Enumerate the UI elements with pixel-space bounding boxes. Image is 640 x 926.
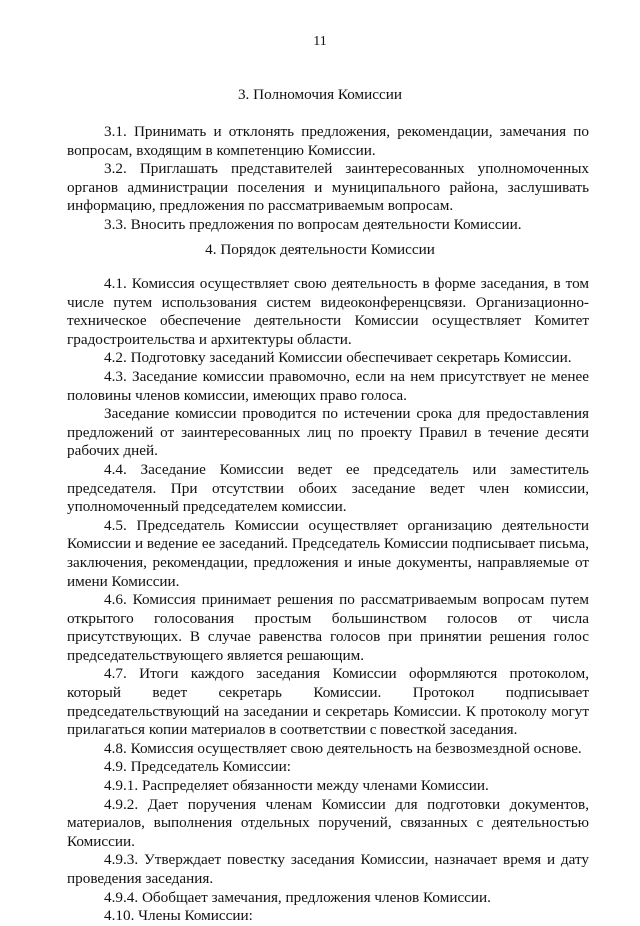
paragraph-4-9-2: 4.9.2. Дает поручения членам Комиссии для подготовки документов, материалов, выполнения отдельных поручений, связанных с деятельностью Комиссии. [67,795,589,850]
paragraph-4-2: 4.2. Подготовку заседаний Комиссии обеспечивает секретарь Комиссии. [104,349,572,367]
section-3-title: 3. Полномочия Комиссии [237,86,403,103]
paragraph-4-7: 4.7. Итоги каждого заседания Комиссии оформляются протоколом, который ведет секретарь Комиссии. Протокол подписывает председательствующий на заседании и секретарь Комиссии. К протоколу могут прилагаться копии материалов в соответствии с повесткой заседания. [67,665,589,739]
paragraph-4-8: 4.8. Комиссия осуществляет свою деятельность на безвозмездной основе. [104,739,582,757]
paragraph-3-1: 3.1. Принимать и отклонять предложения, рекомендации, замечания по вопросам, входящим в компетенцию Комиссии. [67,123,589,159]
paragraph-4-6: 4.6. Комиссия принимает решения по рассматриваемым вопросам путем открытого голосования простым большинством голосов от числа присутствующих. В случае равенства голосов при принятии решения голос председательствующего является решающим. [67,591,589,664]
paragraph-3-3: 3.3. Вносить предложения по вопросам деятельности Комиссии. [104,215,522,233]
paragraph-4-9-4: 4.9.4. Обобщает замечания, предложения членов Комиссии. [104,888,491,906]
paragraph-4-4: 4.4. Заседание Комиссии ведет ее председатель или заместитель председателя. При отсутствии обоих заседание ведет член комиссии, уполномоченный председателем комиссии. [67,460,589,516]
section-3-body [67,123,589,235]
paragraph-4-9-3: 4.9.3. Утверждает повестку заседания Комиссии, назначает время и дату проведения заседания. [67,851,589,887]
paragraph-4-9: 4.9. Председатель Комиссии: [104,758,292,776]
paragraph-4-3: 4.3. Заседание комиссии правомочно, если на нем присутствует не менее половины членов комиссии, имеющих право голоса. [67,367,589,404]
paragraph-4-10: 4.10. Члены Комиссии: [104,907,253,925]
section-4-body [67,275,589,926]
paragraph-4-9-1: 4.9.1. Распределяет обязанности между членами Комиссии. [104,777,489,795]
paragraph-4-5: 4.5. Председатель Комиссии осуществляет организацию деятельности Комиссии и ведение ее заседаний. Председатель Комиссии подписывает письма, заключения, рекомендации, предложения и иные документы, направляемые от имени Комиссии. [67,516,589,590]
paragraph-4-1: 4.1. Комиссия осуществляет свою деятельность в форме заседания, в том числе путем использования систем видеоконференцсвязи. Организационно-техническое обеспечение деятельности Комиссии осуществляет Комитет градостроительства и архитектуры области. [67,275,589,348]
page-number: 11 [313,34,327,49]
paragraph-4-3-cont: Заседание комиссии проводится по истечении срока для предоставления предложений от заинтересованных лиц по проекту Правил в течение десяти рабочих дней. [67,405,589,460]
paragraph-3-2: 3.2. Приглашать представителей заинтересованных уполномоченных органов администрации поселения и муниципального района, заслушивать информацию, предложения по рассматриваемым вопросам. [67,160,589,215]
section-4-title: 4. Порядок деятельности Комиссии [205,241,435,258]
